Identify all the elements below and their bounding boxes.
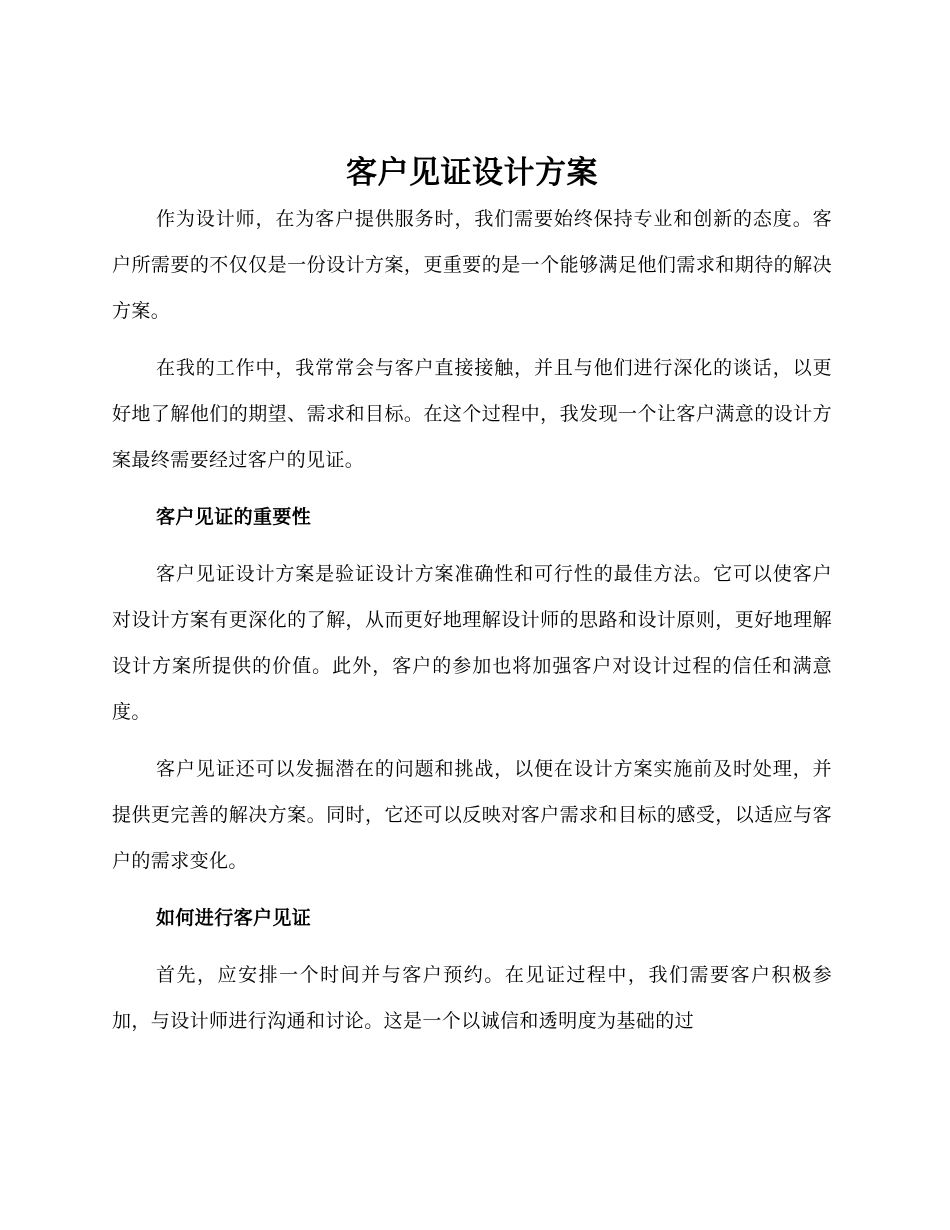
document-title: 客户见证设计方案 [346, 155, 598, 191]
work-experience-paragraph: 在我的工作中，我常常会与客户直接接触，并且与他们进行深化的谈话，以更好地了解他们的期望、需求和目标。在这个过程中，我发现一个让客户满意的设计方案最终需要经过客户的见证。 [112, 357, 832, 471]
section-heading-importance: 客户见证的重要性 [156, 506, 312, 528]
importance-paragraph-2: 客户见证还可以发掘潜在的问题和挑战，以便在设计方案实施前及时处理，并提供更完善的解决方案。同时，它还可以反映对客户需求和目标的感受，以适应与客户的需求变化。 [112, 758, 832, 872]
document-page [112, 150, 832, 1055]
intro-paragraph: 作为设计师，在为客户提供服务时，我们需要始终保持专业和创新的态度。客户所需要的不仅仅是一份设计方案，更重要的是一个能够满足他们需求和期待的解决方案。 [112, 208, 832, 322]
how-to-paragraph: 首先，应安排一个时间并与客户预约。在见证过程中，我们需要客户积极参加，与设计师进行沟通和讨论。这是一个以诚信和透明度为基础的过 [112, 964, 832, 1032]
section-heading-how-to: 如何进行客户见证 [156, 907, 312, 929]
importance-paragraph-1: 客户见证设计方案是验证设计方案准确性和可行性的最佳方法。它可以使客户对设计方案有更深化的了解，从而更好地理解设计师的思路和设计原则，更好地理解设计方案所提供的价值。此外，客户的参加也将加强客户对设计过程的信任和满意度。 [112, 563, 832, 723]
